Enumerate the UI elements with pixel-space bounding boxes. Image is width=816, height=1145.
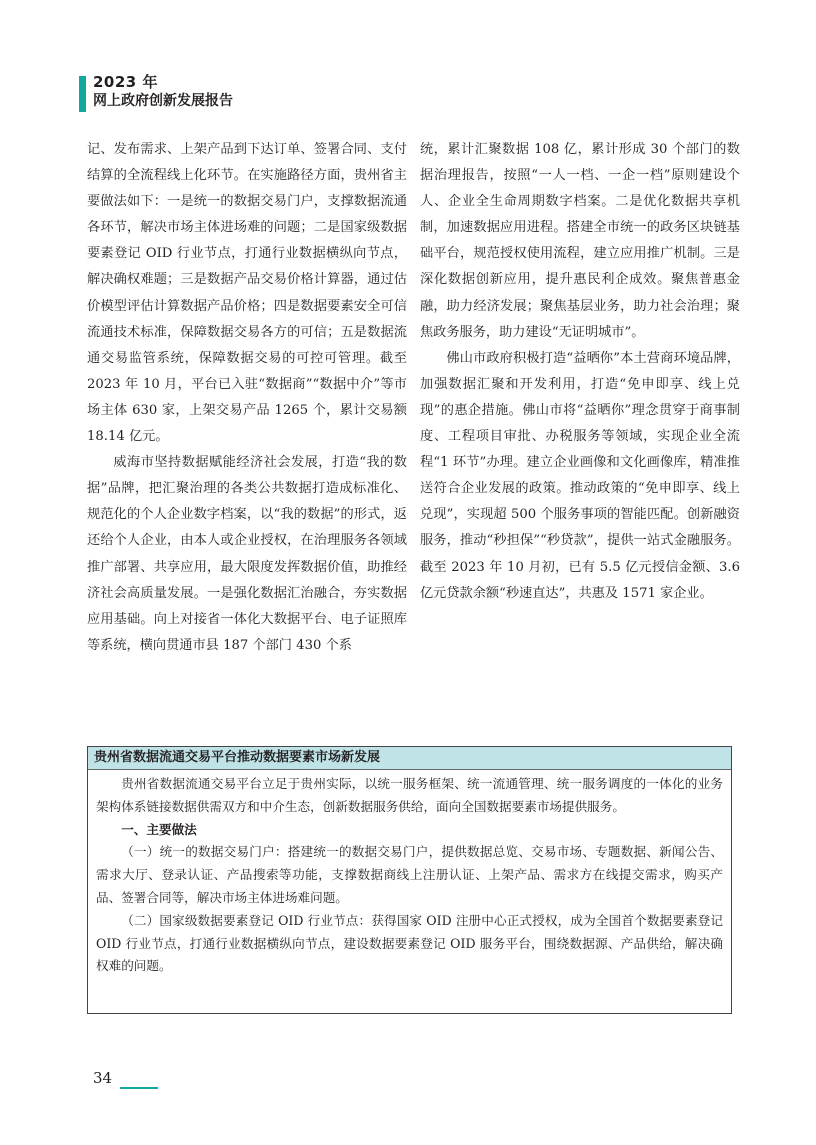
report-year: 2023 年	[93, 73, 158, 91]
case-study-title: 贵州省数据流通交易平台推动数据要素市场新发展	[88, 747, 731, 770]
section-heading: 一、主要做法	[121, 821, 197, 837]
page-number-underline	[120, 1087, 158, 1089]
left-column	[87, 137, 407, 659]
case-study-intro: 贵州省数据流通交易平台立足于贵州实际，以统一服务框架、统一流通管理、统一服务调度的一体化的业务架构体系链接数据供需双方和中介生态，创新数据服务供给，面向全国数据要素市场提供服务。	[96, 776, 723, 814]
paragraph: 佛山市政府积极打造“益晒你”本土营商环境品牌，加强数据汇聚和开发利用，打造“免申即享、线上兑现”的惠企措施。佛山市将“益晒你”理念贯穿于商事制度、工程项目审批、办税服务等领域，实现企业全流程“1 环节”办理。建立企业画像和文化画像库，精准推送符合企业发展的政策。推动政策的“免申即享、线上兑现”，实现超 500 个服务事项的智能匹配。创新融资服务，推动“秒担保”“秒贷款”，提供一站式金融服务。截至 2023 年 10 月初，已有 5.5 亿元授信金额、3.6 亿元贷款余额“秒速直达”，共惠及 1571 家企业。	[420, 350, 740, 601]
paragraph: 威海市坚持数据赋能经济社会发展，打造“我的数据”品牌，把汇聚治理的各类公共数据打造成标准化、规范化的个人企业数字档案，以“我的数据”的形式，返还给个人企业，由本人或企业授权，在治理服务各领域推广部署、共享应用，最大限度发挥数据价值，助推经济社会高质量发展。一是强化数据汇治融合，夯实数据应用基础。向上对接省一体化大数据平台、电子证照库等系统，横向贯通市县 187 个部门 430 个系	[87, 455, 407, 653]
header-accent-bar	[79, 76, 86, 112]
right-column	[420, 137, 740, 607]
case-study-box	[87, 746, 732, 1014]
case-study-body	[88, 770, 731, 978]
report-title: 网上政府创新发展报告	[93, 93, 233, 109]
case-study-item: （二）国家级数据要素登记 OID 行业节点：获得国家 OID 注册中心正式授权，成为全国首个数据要素登记 OID 行业节点，打通行业数据横纵向节点，建设数据要素登记 OID 服务平台，围绕数据源、产品供给，解决确权难的问题。	[96, 912, 723, 974]
paragraph: 统，累计汇聚数据 108 亿，累计形成 30 个部门的数据治理报告，按照“一人一档、一企一档”原则建设个人、企业全生命周期数字档案。二是优化数据共享机制，加速数据应用进程。搭建全市统一的政务区块链基础平台，规范授权使用流程，建立应用推广机制。三是深化数据创新应用，提升惠民利企成效。聚焦普惠金融，助力经济发展；聚焦基层业务，助力社会治理；聚焦政务服务，助力建设“无证明城市”。	[420, 142, 740, 340]
page-number: 34	[93, 1069, 113, 1087]
case-study-item: （一）统一的数据交易门户：搭建统一的数据交易门户，提供数据总览、交易市场、专题数据、新闻公告、需求大厅、登录认证、产品搜索等功能，支撑数据商线上注册认证、上架产品、需求方在线提交需求，购买产品、签署合同等，解决市场主体进场难问题。	[96, 844, 723, 905]
paragraph: 记、发布需求、上架产品到下达订单、签署合同、支付结算的全流程线上化环节。在实施路径方面，贵州省主要做法如下：一是统一的数据交易门户，支撑数据流通各环节，解决市场主体进场难的问题；二是国家级数据要素登记 OID 行业节点，打通行业数据横纵向节点，解决确权难题；三是数据产品交易价格计算器，通过估价模型评估计算数据产品价格；四是数据要素安全可信流通技术标准，保障数据交易各方的可信；五是数据流通交易监管系统，保障数据交易的可控可管理。截至 2023 年 10 月，平台已入驻“数据商”“数据中介”等市场主体 630 家，上架交易产品 1265 个，累计交易额 18.14 亿元。	[87, 142, 407, 445]
